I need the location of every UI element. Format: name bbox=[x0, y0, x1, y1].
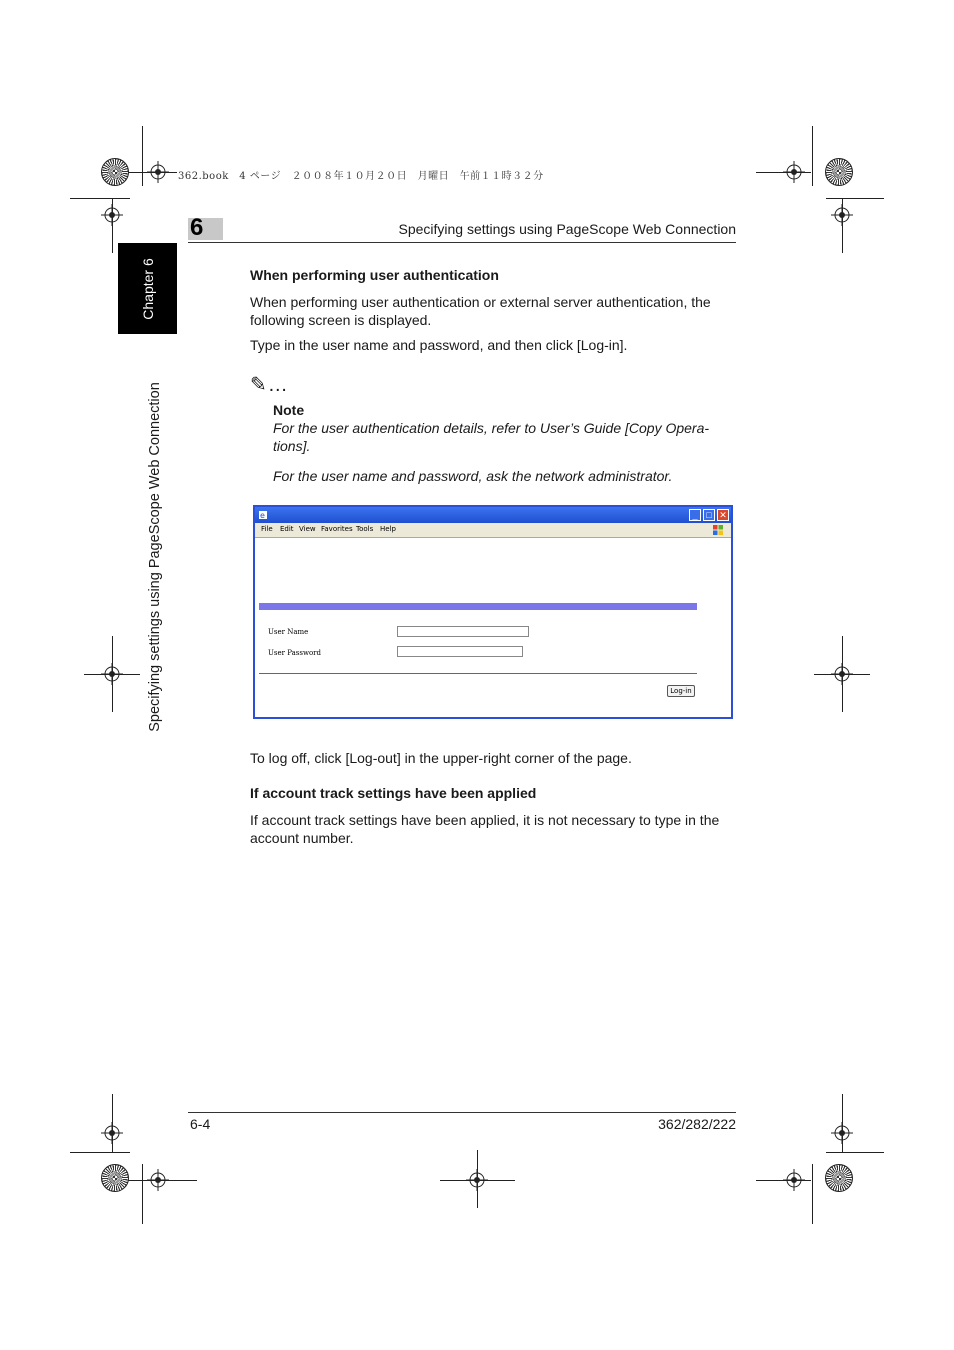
running-head: Specifying settings using PageScope Web Connection bbox=[398, 221, 736, 237]
print-job-header: 362.book 4 ページ ２００８年１０月２０日 月曜日 午前１１時３２分 bbox=[178, 171, 544, 182]
paragraph-line: following screen is displayed. bbox=[250, 311, 432, 328]
login-screen-screenshot bbox=[253, 505, 733, 719]
color-wheel-mark-icon bbox=[825, 158, 853, 186]
color-wheel-mark-icon bbox=[825, 1164, 853, 1192]
registration-target-icon bbox=[147, 1169, 169, 1191]
paragraph: To log off, click [Log-out] in the upper-right corner of the page. bbox=[250, 750, 632, 766]
chapter-number: 6 bbox=[190, 214, 204, 241]
registration-target-icon bbox=[831, 663, 853, 685]
form-divider bbox=[259, 673, 697, 674]
paragraph-line: account number. bbox=[250, 829, 354, 846]
paragraph-line: If account track settings have been applied, it is not necessary to type in the bbox=[250, 812, 720, 828]
note-line: tions]. bbox=[273, 437, 311, 454]
page-number: 6-4 bbox=[190, 1116, 211, 1132]
minimize-button[interactable]: _ bbox=[689, 509, 701, 521]
paragraph-line: When performing user authentication or external server authentication, the bbox=[250, 294, 711, 310]
user-password-label: User Password bbox=[268, 649, 321, 657]
menu-edit[interactable]: Edit bbox=[280, 525, 294, 533]
paragraph: Type in the user name and password, and then click [Log-in]. bbox=[250, 337, 628, 353]
window-titlebar bbox=[255, 507, 731, 523]
color-wheel-mark-icon bbox=[101, 158, 129, 186]
svg-text:e: e bbox=[260, 511, 265, 520]
login-button[interactable]: Log-in bbox=[667, 685, 695, 697]
menu-bar bbox=[255, 523, 731, 538]
header-band bbox=[259, 603, 697, 610]
registration-target-icon bbox=[101, 663, 123, 685]
registration-target-icon bbox=[783, 161, 805, 183]
menu-view[interactable]: View bbox=[299, 525, 316, 533]
color-wheel-mark-icon bbox=[101, 1164, 129, 1192]
model-numbers: 362/282/222 bbox=[658, 1116, 736, 1132]
maximize-button[interactable]: □ bbox=[703, 509, 715, 521]
header-rule bbox=[188, 242, 736, 243]
note-text: For the user name and password, ask the network administrator. bbox=[273, 468, 673, 484]
menu-file[interactable]: File bbox=[261, 525, 273, 533]
registration-target-icon bbox=[101, 1122, 123, 1144]
note-line: For the user authentication details, refer to User’s Guide [Copy Opera- bbox=[273, 420, 710, 436]
note-title: Note bbox=[273, 402, 305, 418]
paragraph bbox=[250, 294, 750, 329]
note-icon: ✎… bbox=[250, 374, 289, 396]
user-password-input[interactable] bbox=[397, 646, 523, 657]
registration-target-icon bbox=[831, 204, 853, 226]
registration-target-icon bbox=[783, 1169, 805, 1191]
note-text bbox=[273, 420, 743, 455]
menu-tools[interactable]: Tools bbox=[356, 525, 374, 533]
windows-logo-icon bbox=[713, 525, 723, 535]
chapter-tab bbox=[118, 243, 177, 334]
paragraph bbox=[250, 812, 750, 847]
user-name-input[interactable] bbox=[397, 626, 529, 637]
menu-help[interactable]: Help bbox=[380, 525, 396, 533]
close-button[interactable]: ✕ bbox=[717, 509, 729, 521]
user-name-label: User Name bbox=[268, 628, 309, 636]
browser-icon bbox=[258, 510, 268, 520]
registration-target-icon bbox=[466, 1169, 488, 1191]
registration-target-icon bbox=[147, 161, 169, 183]
chapter-tab-label: Chapter 6 bbox=[139, 257, 156, 320]
section-heading: When performing user authentication bbox=[250, 267, 499, 283]
registration-target-icon bbox=[831, 1122, 853, 1144]
footer-rule bbox=[188, 1112, 736, 1113]
section-heading: If account track settings have been applied bbox=[250, 785, 537, 801]
menu-favorites[interactable]: Favorites bbox=[321, 525, 353, 533]
registration-target-icon bbox=[101, 204, 123, 226]
side-section-title: Specifying settings using PageScope Web Connection bbox=[147, 382, 163, 732]
